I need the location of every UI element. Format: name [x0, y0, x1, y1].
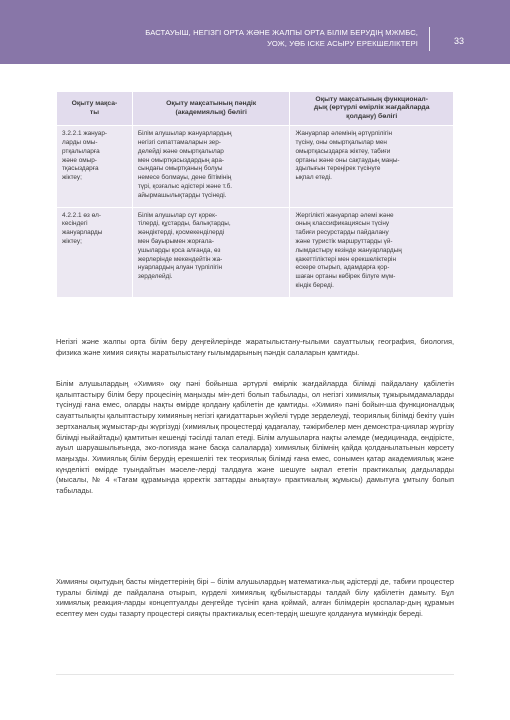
table-header-cell: Оқыту мақсатының пәндік (академиялық) бөлігі [132, 92, 290, 126]
table-cell: 3.2.2.1 жануар- ларды омы- ртқалыларға және омыр- тқасыздарға жіктеу; [57, 126, 133, 207]
paragraph-chemistry-functional-literacy: Білім алушылардың «Химия» оқу пәні бойынша әртүрлі өмірлік жағдайларда білімді пайдалану қабілетін қалыптастыру білім беру процесінің маңызды мін-деті болып табылады, ол негізгі химиялық тұжырымдамаларды түсінуді ғана емес, оларды нақты өмірде қолдану қабілетін де қамтиды. «Химия» пәні бойын-ша функционалдық сауаттылықты қалыптастыру химияның негізгі қағидаттарын жүйелі түрде зерделеуді, теориялық білімді бекіту үшін зертханалық жұмыстар-ды жүргізуді (химиялық процестерді қадағалау, тәжірибелер мен демонстра-циялар жүргізу білімді ныйайтады) қамтитын кешенді тәсілді талап етеді. Білім алушыларға нақты әлемде (медицинада, өндірісте, ауыл шаруашылығында, эко-логияда және басқа салаларда) химиялық білімнің қайда қолданылатынын көрсету маңызды. Химиялық білім берудің ерекшелігі тек теориялық білімді ғана емес, сонымен қатар академиялық және күнделікті өмірде туындайтын мәселе-лерді талдауға және шешуге ықпал ететін практикалық дағдыларды (мысалы, № 4 «Тағам құрамында қоректік заттарды анықтау» практикалық жұмысы) дамытуға ұмтылу болып табылады. [56, 379, 454, 496]
table-header-cell: Оқыту мақсатының функционал- дық (өртүрлі өмірлік жағдайларда қолдану) бөлігі [290, 92, 454, 126]
paragraph-chemistry-teaching-goals: Химияны оқытудың басты міндеттерінің бірі – білім алушылардың математика-лық әдістерді де, табиғи процестер туралы білімді де пайдалана отырып, күрделі химиялық құбылыстарды талдай білу қабілетін дамыту. Бұл химиялық реакция-ларды концептуалды деңгейде түсініп қана қоймай, алған білімдерін қоспалар-дың құрамын есептеу мен суды тазарту процестері сияқты практикалық есеп-тердің шешуге қолдануға мүмкіндік береді. [56, 577, 454, 619]
header-separator [429, 27, 430, 51]
table-cell: Жануарлар әлемінің әртүрлілігін түсіну, оны омыртқалылар мен омыртқасыздарға жіктеу, табиғи ортаны және оны сақтаудың маңы- здылығын тереңірек түсінуге ықпал етеді. [290, 126, 454, 207]
running-header-title [118, 28, 418, 49]
table-cell: Білім алушылар сүт қорек- тілерді, құстарды, балықтарды, жәндіктерді, қосмекенділерді мен бауырымен жорғала- ушыларды қоса алғанда, өз жерлерінде мекендейтін жа- нуарлардың алуан түрлілігін зерделейді. [132, 207, 290, 297]
running-header-line-2: УОЖ, УӨБ ІСКЕ АСЫРУ ЕРЕКШЕЛІКТЕРІ [267, 38, 418, 48]
learning-goals-table [56, 91, 454, 298]
table-cell: Жергілікті жануарлар әлемі және оның классификациясын түсіну табиғи ресурстарды пайдалану және туристік маршруттарды үй- лымдастыру кезінде жануарлардың қажеттіліктері мен ерекшеліктерін ескере отырып, адамдарға қор- шаған ортаны көбірек білуге мүм- кіндік береді. [290, 207, 454, 297]
running-header-line-1: БАСТАУЫШ, НЕГІЗГІ ОРТА ЖӘНЕ ЖАЛПЫ ОРТА БІЛІМ БЕРУДІҢ МЖМБС, [145, 28, 418, 37]
table-row [57, 126, 454, 207]
table-row [57, 207, 454, 297]
paragraph-science-literacy: Негізгі және жалпы орта білім беру деңгейлерінде жаратылыстану-ғылыми сауаттылық география, биология, физика және химия сияқты жаратылыстану ғылымдарының пәндік салаларын қамтиды. [56, 337, 454, 357]
footer-divider [56, 674, 454, 675]
table-cell: Білім алушылар жануарлардың негізгі сипаттамаларын зер- делейді және омыртқалылар мен омыртқасыздардың ара- сындағы омыртқаның болуы немесе болмауы, дене бітімінің түрі, қозғалыс әдістері және т.б. айырмашылықтарды түсінеді. [132, 126, 290, 207]
page-number: 33 [453, 36, 464, 46]
table-cell: 4.2.2.1 өз өл- кесіндегі жануарларды жіктеу; [57, 207, 133, 297]
table-header-cell: Оқыту мақса- ты [57, 92, 133, 126]
table-header-row [57, 92, 454, 126]
header-band [0, 0, 510, 64]
